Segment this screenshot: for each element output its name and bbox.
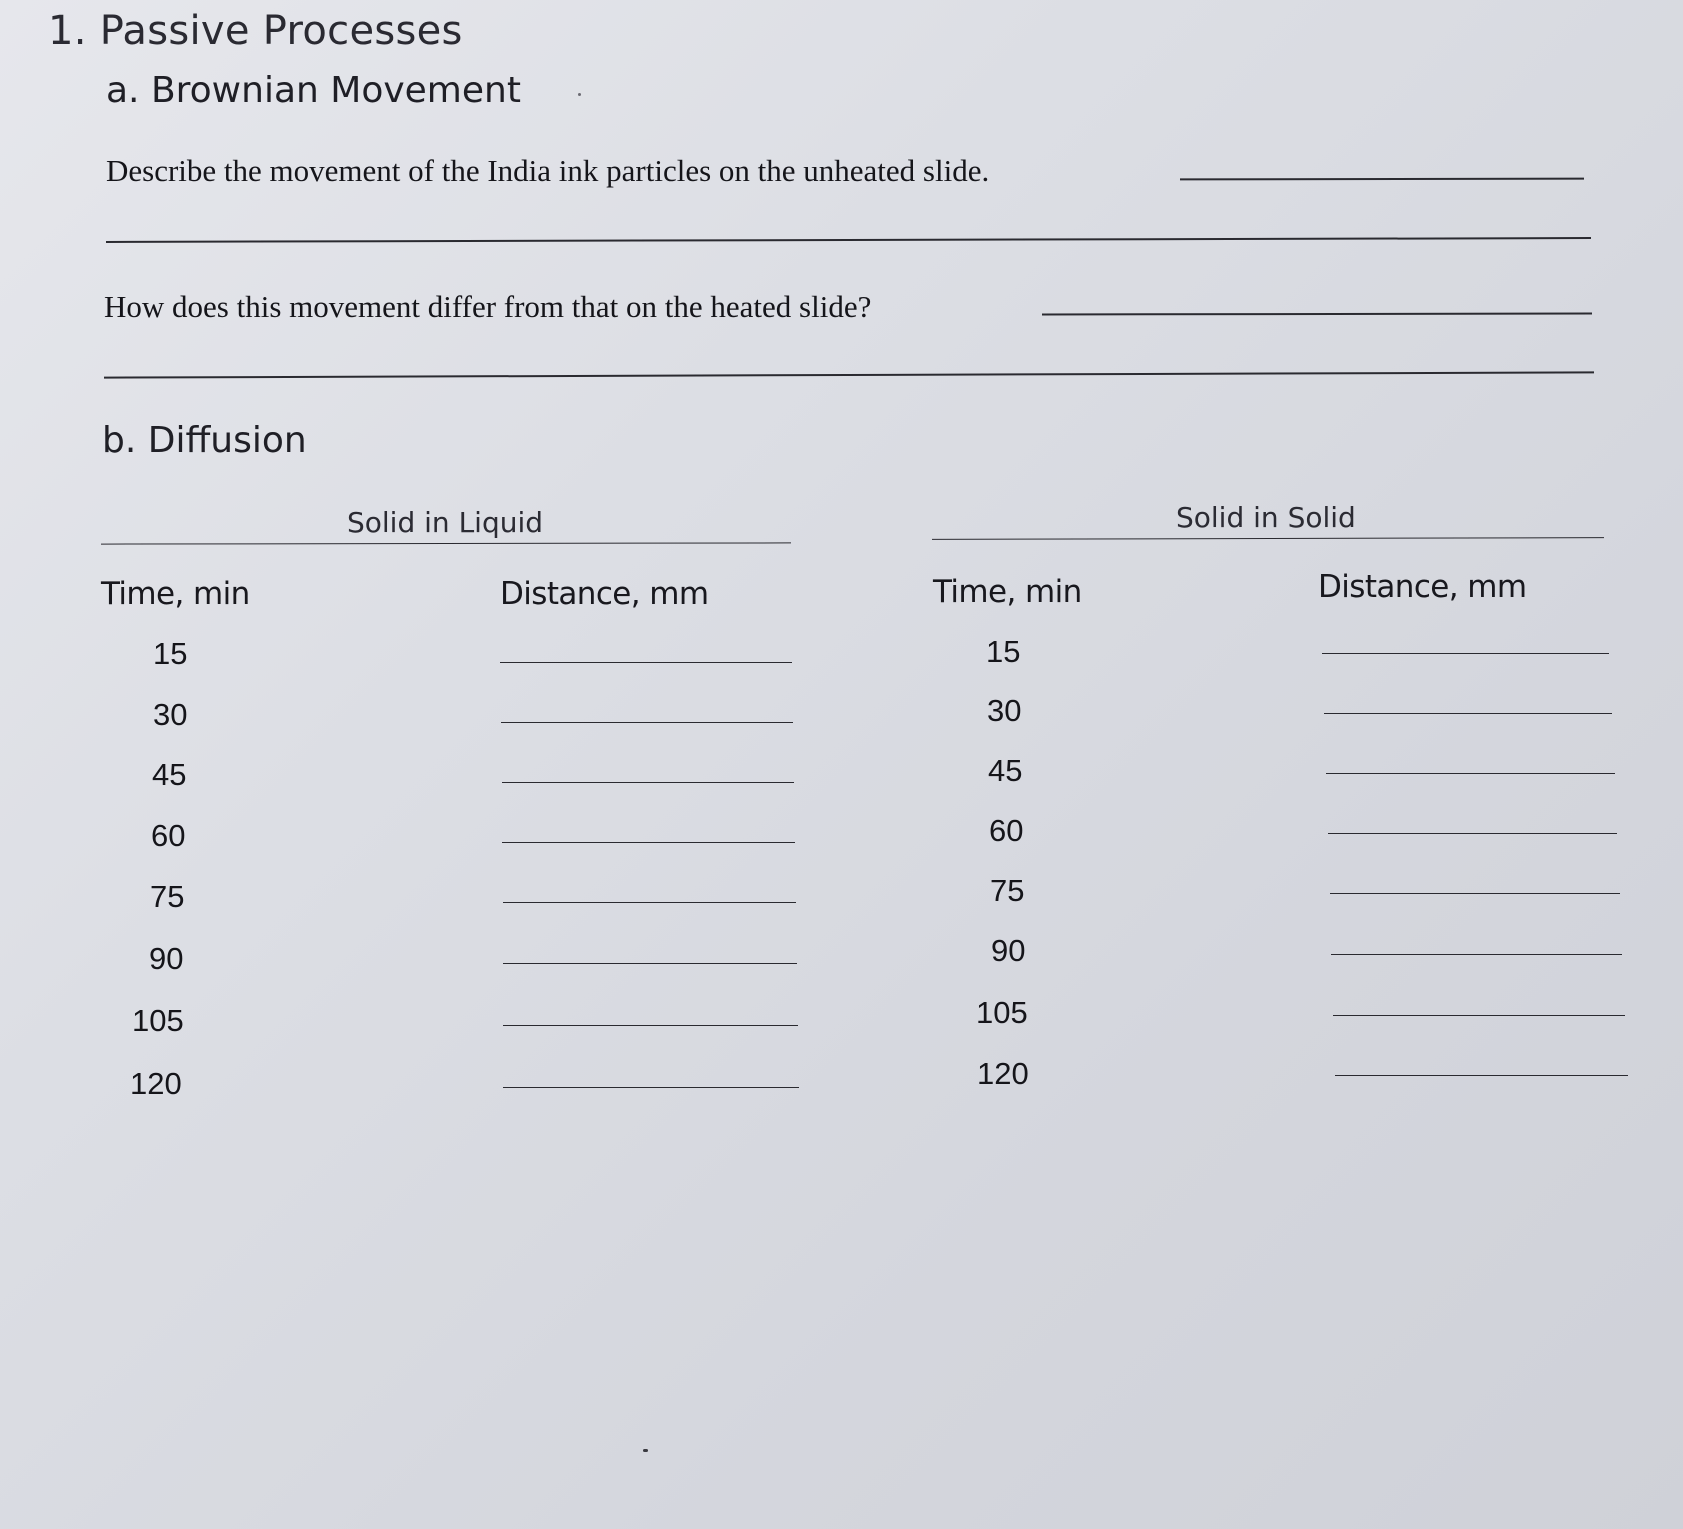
paper-speck [643, 1449, 648, 1452]
right-time-30: 30 [987, 693, 1022, 728]
table-caption-solid-in-liquid: Solid in Liquid [347, 506, 544, 539]
right-time-75: 75 [990, 873, 1025, 908]
answer-line-q2-a[interactable] [1042, 313, 1592, 316]
caption-rule-left [101, 542, 791, 544]
right-distance-line-60[interactable] [1328, 833, 1617, 834]
left-time-45: 45 [152, 757, 187, 792]
right-time-45: 45 [988, 753, 1023, 788]
table-caption-solid-in-solid: Solid in Solid [1176, 501, 1356, 534]
question-heated-slide: How does this movement differ from that on the heated slide? [104, 289, 872, 324]
left-distance-line-120[interactable] [503, 1087, 799, 1088]
answer-line-q1-b[interactable] [106, 237, 1591, 243]
left-distance-line-15[interactable] [500, 662, 792, 663]
question-unheated-slide: Describe the movement of the India ink particles on the unheated slide. [106, 153, 990, 188]
part-a-heading: a. Brownian Movement [106, 70, 521, 111]
right-col-header-time: Time, min [933, 574, 1082, 610]
right-col-header-distance: Distance, mm [1318, 569, 1527, 605]
left-distance-line-60[interactable] [502, 842, 795, 843]
left-distance-line-45[interactable] [502, 782, 794, 783]
left-time-90: 90 [149, 941, 184, 976]
answer-line-q2-b[interactable] [104, 371, 1594, 378]
caption-rule-right [932, 537, 1604, 540]
answer-line-q1-a[interactable] [1180, 178, 1584, 181]
right-distance-line-90[interactable] [1331, 954, 1622, 955]
section-title: 1. Passive Processes [48, 8, 463, 54]
left-time-60: 60 [151, 818, 186, 853]
paper-speck [578, 93, 581, 96]
right-distance-line-30[interactable] [1324, 713, 1612, 714]
left-distance-line-105[interactable] [503, 1025, 798, 1026]
left-time-15: 15 [153, 636, 188, 671]
right-time-105: 105 [976, 995, 1028, 1030]
right-distance-line-15[interactable] [1322, 653, 1609, 654]
right-distance-line-45[interactable] [1326, 773, 1615, 774]
left-distance-line-30[interactable] [501, 722, 793, 723]
left-distance-line-75[interactable] [503, 902, 796, 903]
right-distance-line-105[interactable] [1333, 1015, 1625, 1016]
left-time-105: 105 [132, 1003, 184, 1038]
left-time-120: 120 [130, 1066, 182, 1101]
left-time-30: 30 [153, 697, 188, 732]
left-col-header-time: Time, min [101, 576, 250, 612]
right-time-120: 120 [977, 1056, 1029, 1091]
right-distance-line-75[interactable] [1330, 893, 1620, 894]
left-col-header-distance: Distance, mm [500, 576, 709, 612]
right-time-15: 15 [986, 634, 1021, 669]
right-time-60: 60 [989, 813, 1024, 848]
show-through-text [96, 188, 103, 218]
right-time-90: 90 [991, 933, 1026, 968]
part-b-heading: b. Diffusion [102, 420, 307, 461]
left-time-75: 75 [150, 879, 185, 914]
right-distance-line-120[interactable] [1335, 1075, 1628, 1076]
left-distance-line-90[interactable] [503, 963, 797, 964]
